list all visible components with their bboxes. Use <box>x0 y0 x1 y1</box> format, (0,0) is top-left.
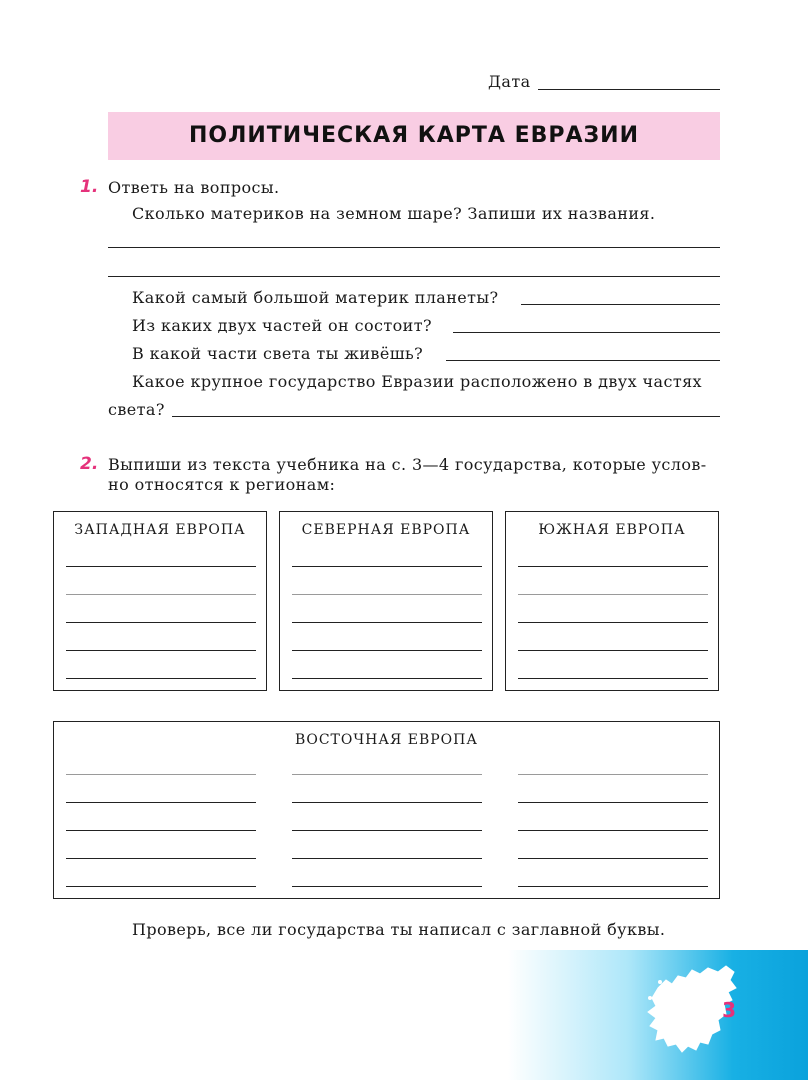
region-answer-line[interactable] <box>66 622 256 623</box>
region-answer-line[interactable] <box>66 566 256 567</box>
region-answer-line[interactable] <box>292 886 482 887</box>
answer-line-two-parts[interactable] <box>453 332 720 333</box>
region-answer-line[interactable] <box>518 566 708 567</box>
page-title: ПОЛИТИЧЕСКАЯ КАРТА ЕВРАЗИИ <box>188 123 639 148</box>
answer-line-continents-1[interactable] <box>108 247 720 248</box>
answer-line-transcontinental-state[interactable] <box>172 416 720 417</box>
region-answer-line[interactable] <box>292 622 482 623</box>
date-field-line[interactable] <box>538 89 720 90</box>
region-title-south: ЮЖНАЯ ЕВРОПА <box>538 522 686 538</box>
answer-line-largest-continent[interactable] <box>521 304 720 305</box>
answer-line-continents-2[interactable] <box>108 276 720 277</box>
region-answer-line[interactable] <box>292 830 482 831</box>
task-2-text-line-2: но относятся к регионам: <box>108 475 336 494</box>
question-continents: Сколько материков на земном шаре? Запиши их названия. <box>132 204 656 223</box>
question-transcontinental-state-cont: света? <box>108 400 165 419</box>
region-answer-line[interactable] <box>518 802 708 803</box>
question-transcontinental-state: Какое крупное государство Евразии расположено в двух частях <box>132 372 702 391</box>
region-answer-line[interactable] <box>292 678 482 679</box>
region-answer-line[interactable] <box>66 594 256 595</box>
region-answer-line[interactable] <box>292 858 482 859</box>
region-answer-line[interactable] <box>518 774 708 775</box>
region-answer-line[interactable] <box>518 594 708 595</box>
region-answer-line[interactable] <box>66 830 256 831</box>
region-answer-line[interactable] <box>66 802 256 803</box>
task-1-number: 1. <box>80 177 99 197</box>
region-answer-line[interactable] <box>66 678 256 679</box>
region-box-west <box>53 511 267 691</box>
title-band <box>108 112 720 160</box>
region-title-east: ВОСТОЧНАЯ ЕВРОПА <box>295 732 478 748</box>
question-two-parts: Из каких двух частей он состоит? <box>132 316 432 335</box>
region-box-north <box>279 511 493 691</box>
region-answer-line[interactable] <box>66 774 256 775</box>
region-title-north: СЕВЕРНАЯ ЕВРОПА <box>301 522 471 538</box>
task-2-text-line-1: Выпиши из текста учебника на с. 3—4 государства, которые услов- <box>108 455 707 474</box>
question-your-part: В какой части света ты живёшь? <box>132 344 424 363</box>
page-number: 3 <box>722 998 736 1022</box>
region-box-south <box>505 511 719 691</box>
region-answer-line[interactable] <box>518 650 708 651</box>
footer-note: Проверь, все ли государства ты написал с заглавной буквы. <box>132 920 666 939</box>
region-answer-line[interactable] <box>292 650 482 651</box>
task-2-number: 2. <box>80 454 99 474</box>
answer-line-your-part[interactable] <box>446 360 720 361</box>
date-label: Дата <box>488 72 531 91</box>
region-answer-line[interactable] <box>292 566 482 567</box>
region-answer-line[interactable] <box>66 886 256 887</box>
region-answer-line[interactable] <box>518 886 708 887</box>
region-answer-line[interactable] <box>292 774 482 775</box>
region-answer-line[interactable] <box>66 650 256 651</box>
region-box-east <box>53 721 720 899</box>
region-answer-line[interactable] <box>66 858 256 859</box>
region-answer-line[interactable] <box>292 594 482 595</box>
task-1-instruction: Ответь на вопросы. <box>108 178 280 197</box>
region-answer-line[interactable] <box>518 830 708 831</box>
region-title-west: ЗАПАДНАЯ ЕВРОПА <box>74 522 246 538</box>
region-answer-line[interactable] <box>518 622 708 623</box>
region-answer-line[interactable] <box>292 802 482 803</box>
question-largest-continent: Какой самый большой материк планеты? <box>132 288 499 307</box>
region-answer-line[interactable] <box>518 858 708 859</box>
region-answer-line[interactable] <box>518 678 708 679</box>
